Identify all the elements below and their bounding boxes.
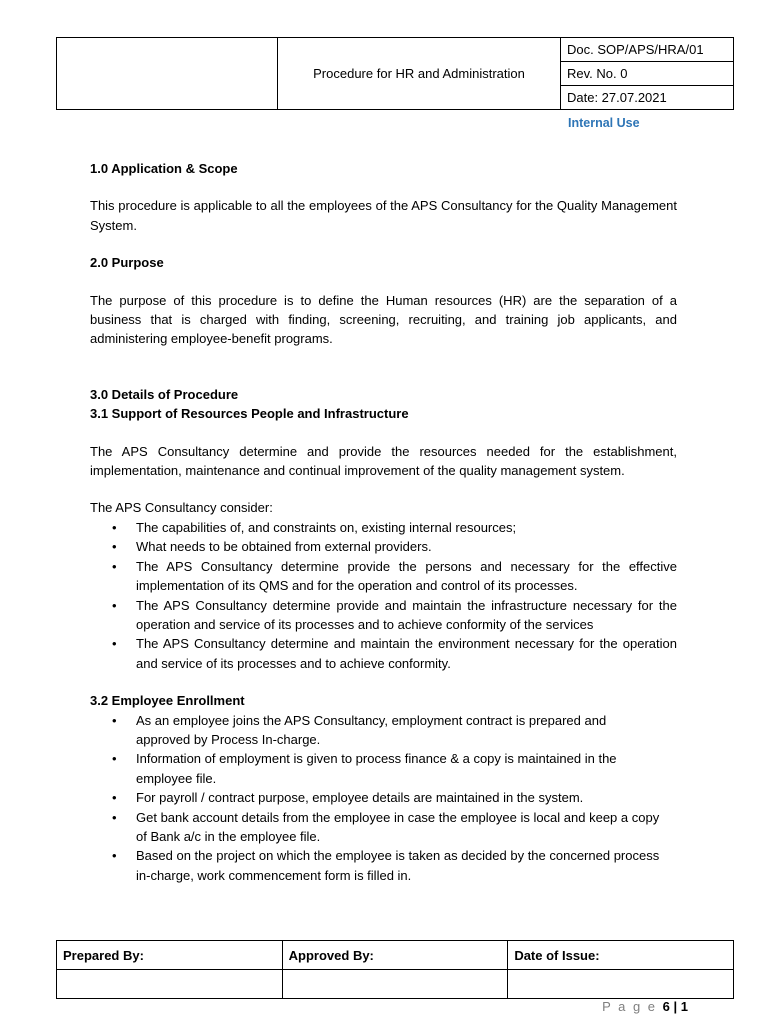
section-3-2-bullet-list — [90, 711, 677, 886]
approval-table — [56, 940, 734, 999]
list-item: • The APS Consultancy determine provide and maintain the infrastructure necessary for the operation and service of its processes and to achieve conformity of the services — [112, 597, 677, 632]
list-item: • The APS Consultancy determine provide the persons and necessary for the effective implementation of its QMS and for the operation and control of its processes. — [112, 558, 677, 594]
list-item: • The APS Consultancy determine and maintain the environment necessary for the operation and service of its processes and to achieve conformity. — [112, 636, 677, 671]
page-label: P a g e — [602, 999, 658, 1014]
bullet-icon: • — [112, 848, 117, 864]
document-header-table — [56, 37, 734, 110]
document-date: Date: 27.07.2021 — [561, 86, 734, 110]
section-1-text: This procedure is applicable to all the employees of the APS Consultancy for the Quality Management System. — [90, 198, 677, 233]
list-item: • For payroll / contract purpose, employee details are maintained in the system. — [90, 788, 677, 807]
list-item: • Information of employment is given to process finance & a copy is maintained in the employee file. — [112, 751, 617, 786]
bullet-icon: • — [112, 790, 117, 806]
list-item: • Based on the project on which the employee is taken as decided by the concerned process in-charge, work commencement form is filled in. — [112, 848, 660, 883]
revision-number: Rev. No. 0 — [561, 62, 734, 86]
logo-cell — [57, 38, 278, 110]
list-item: • What needs to be obtained from external providers. — [90, 537, 677, 556]
section-1-heading: 1.0 Application & Scope — [90, 161, 238, 176]
list-item: • As an employee joins the APS Consultancy, employment contract is prepared and approved by Process In-charge. — [112, 712, 607, 747]
approved-by-value — [282, 970, 508, 999]
section-3-heading: 3.0 Details of Procedure — [90, 386, 239, 402]
section-3-1-heading: 3.1 Support of Resources People and Infrastructure — [90, 406, 409, 422]
date-of-issue-value — [508, 970, 734, 999]
prepared-by-value — [57, 970, 283, 999]
section-3-1-consider: The APS Consultancy consider: — [90, 500, 273, 516]
list-item: • Get bank account details from the employee in case the employee is local and keep a copy of Bank a/c in the employee file. — [112, 809, 660, 844]
page-number — [602, 999, 688, 1014]
date-of-issue-label: Date of Issue: — [508, 941, 734, 970]
list-item: • The capabilities of, and constraints on, existing internal resources; — [90, 518, 677, 537]
prepared-by-label: Prepared By: — [57, 941, 283, 970]
bullet-icon: • — [112, 751, 117, 767]
bullet-icon: • — [112, 712, 117, 728]
bullet-icon: • — [112, 597, 117, 613]
document-body — [90, 159, 677, 885]
section-3-1-bullet-list — [90, 518, 677, 673]
doc-number: Doc. SOP/APS/HRA/01 — [561, 38, 734, 62]
bullet-icon: • — [112, 558, 117, 574]
classification-label: Internal Use — [568, 116, 640, 130]
section-2-heading: 2.0 Purpose — [90, 255, 164, 271]
bullet-icon: • — [112, 636, 117, 652]
section-2-text: The purpose of this procedure is to define the Human resources (HR) are the separation of a business that is charged with finding, screening, recruiting, and training job applicants, and administering employee-benefit programs. — [90, 292, 677, 347]
bullet-icon: • — [112, 519, 117, 535]
bullet-icon: • — [112, 809, 117, 825]
section-3-1-text: The APS Consultancy determine and provide the resources needed for the establishment, implementation, maintenance and continual improvement of the quality management system. — [90, 443, 677, 479]
section-3-2-heading: 3.2 Employee Enrollment — [90, 693, 245, 709]
approved-by-label: Approved By: — [282, 941, 508, 970]
bullet-icon: • — [112, 539, 117, 555]
document-title: Procedure for HR and Administration — [278, 38, 561, 110]
page-number-value: 6 | 1 — [662, 999, 688, 1014]
